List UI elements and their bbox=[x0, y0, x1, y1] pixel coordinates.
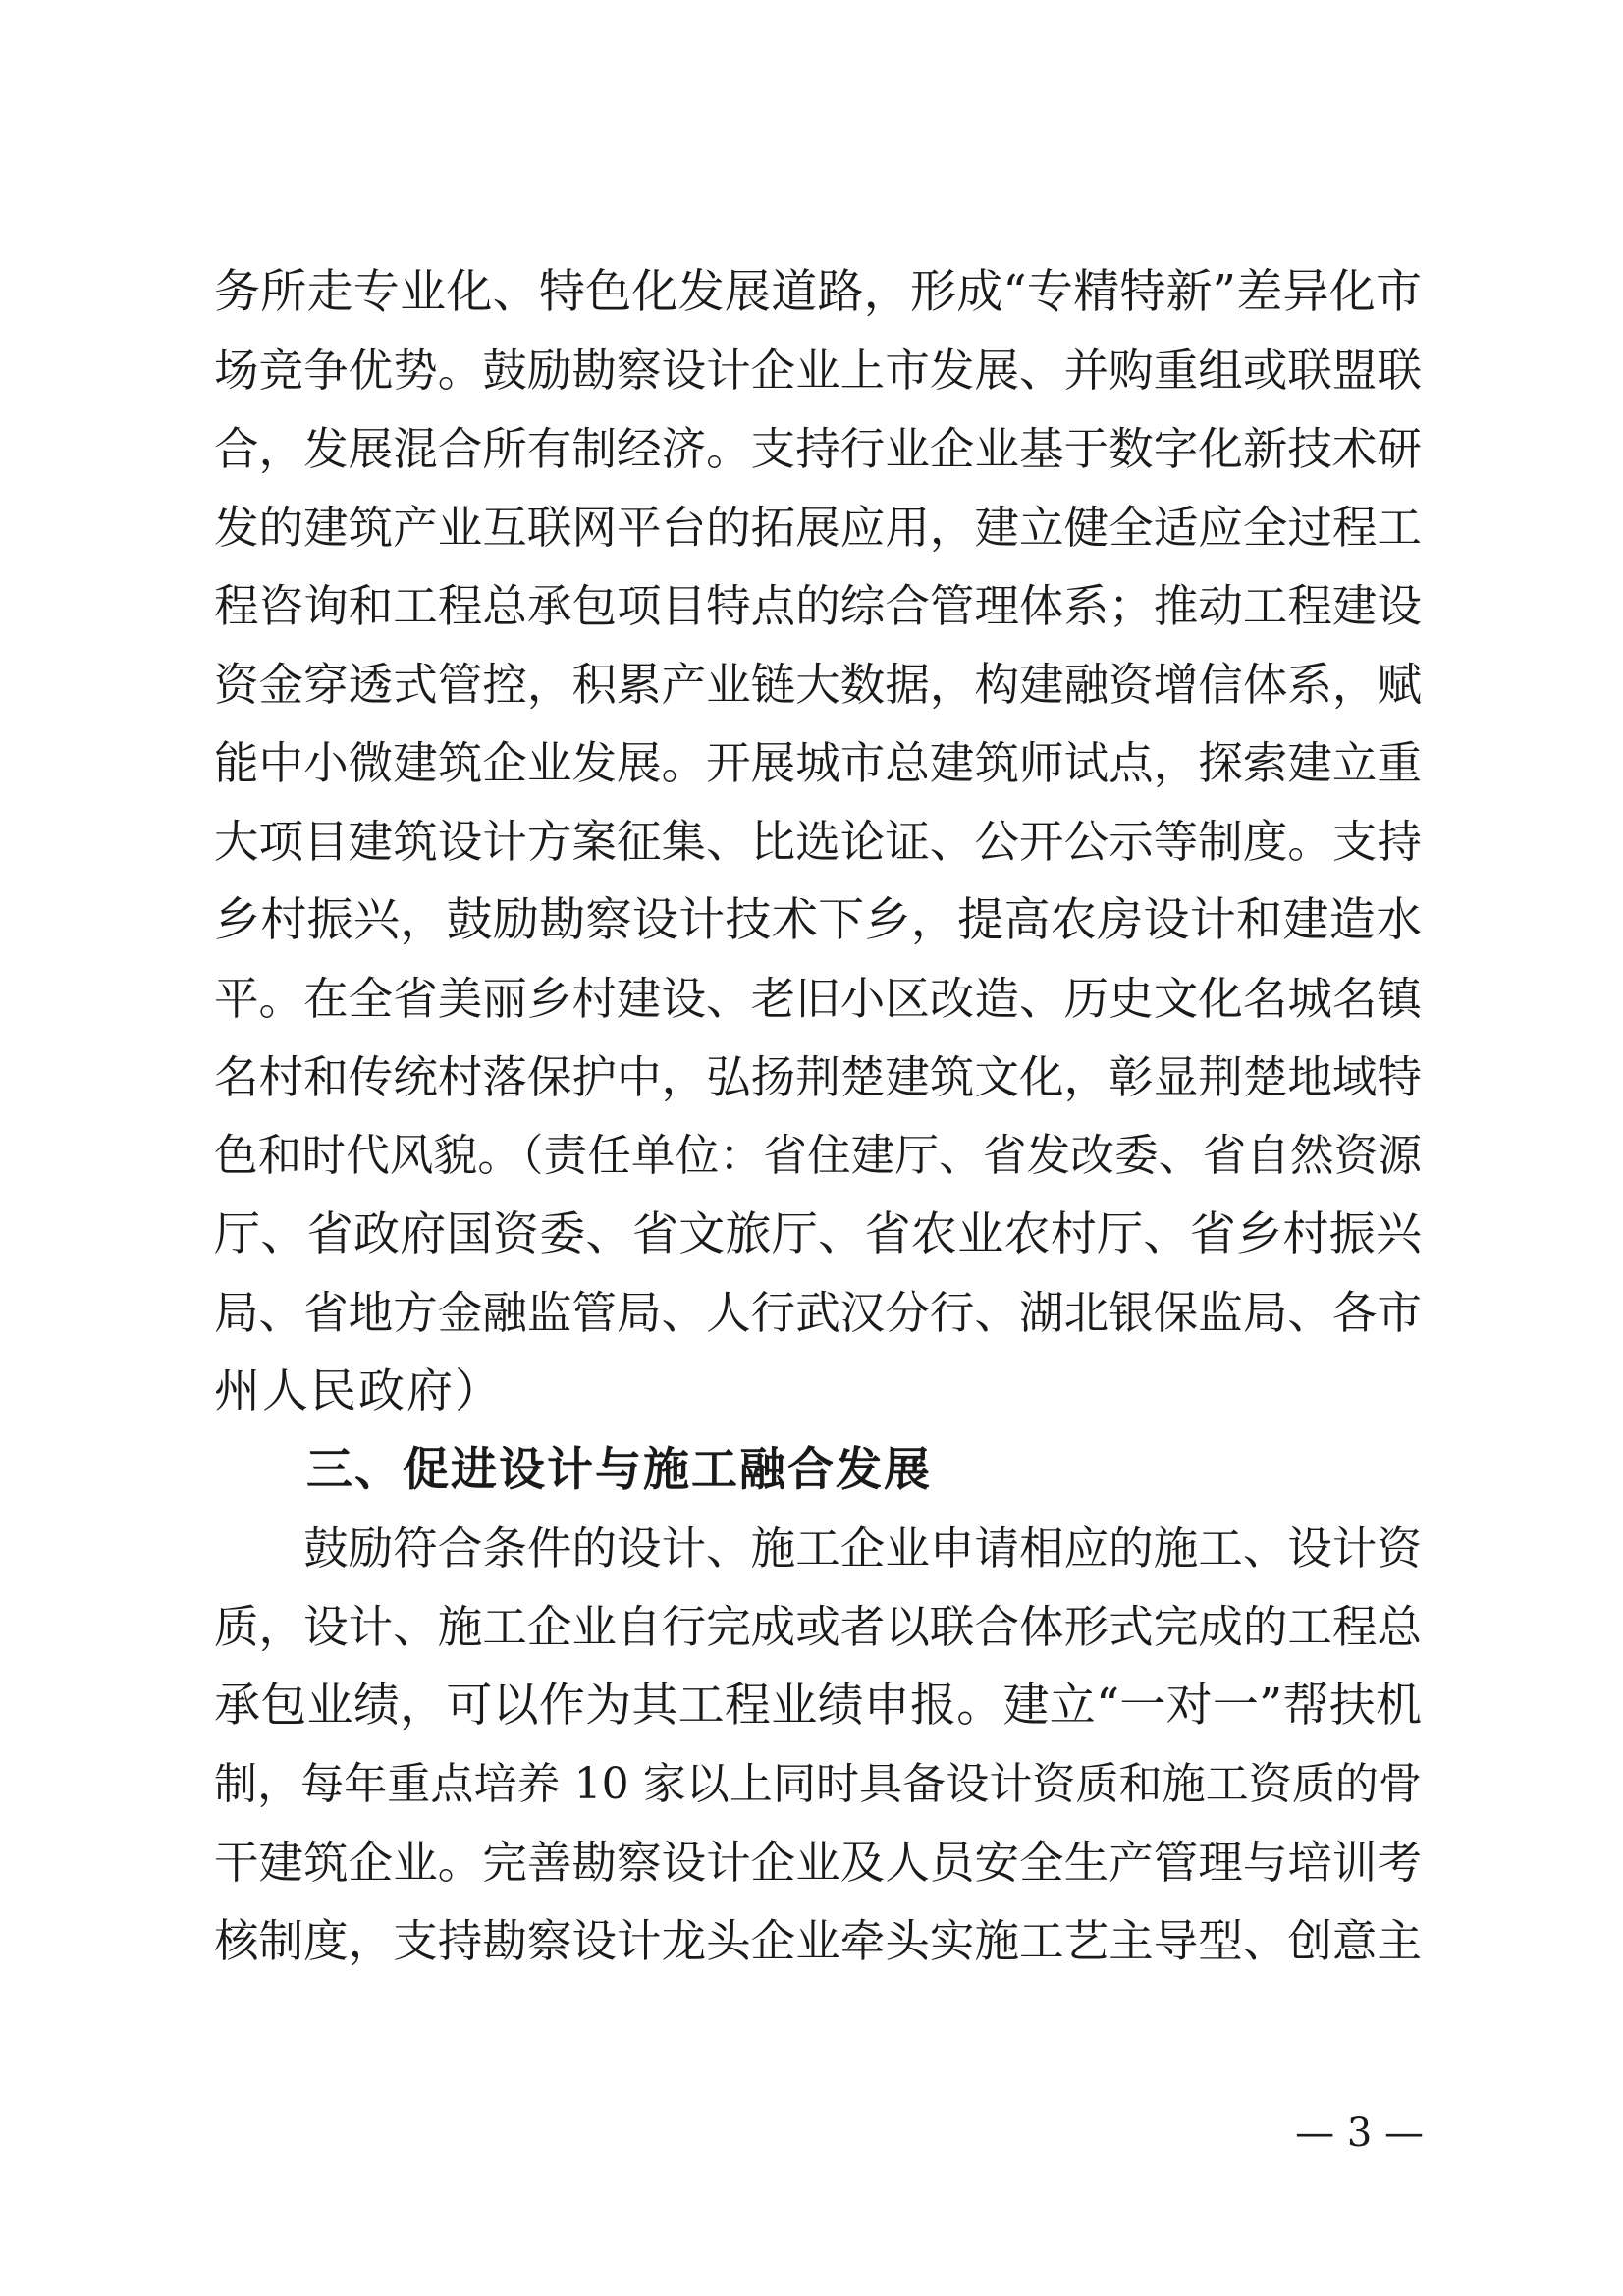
paragraph-line: 名村和传统村落保护中，弘扬荆楚建筑文化，彰显荆楚地域特 bbox=[214, 1051, 1422, 1103]
paragraph-line: 厅、省政府国资委、省文旅厅、省农业农村厅、省乡村振兴 bbox=[214, 1207, 1422, 1261]
section-heading: 三、促进设计与施工融合发展 bbox=[306, 1443, 932, 1497]
paragraph-line: 州人民政府） bbox=[214, 1364, 503, 1418]
paragraph-line: 承包业绩，可以作为其工程业绩申报。建立“一对一”帮扶机 bbox=[214, 1679, 1422, 1733]
paragraph-line: 务所走专业化、特色化发展道路，形成“专精特新”差异化市 bbox=[214, 265, 1422, 319]
paragraph-line: 合，发展混合所有制经济。支持行业企业基于数字化新技术研 bbox=[214, 423, 1422, 475]
paragraph-line: 干建筑企业。完善勘察设计企业及人员安全生产管理与培训考 bbox=[214, 1837, 1422, 1889]
paragraph-line: 大项目建筑设计方案征集、比选论证、公开公示等制度。支持 bbox=[214, 816, 1422, 868]
paragraph-line: 发的建筑产业互联网平台的拓展应用，建立健全适应全过程工 bbox=[214, 502, 1422, 554]
paragraph-line: 平。在全省美丽乡村建设、老旧小区改造、历史文化名城名镇 bbox=[214, 973, 1422, 1025]
paragraph-line: 鼓励符合条件的设计、施工企业申请相应的施工、设计资 bbox=[214, 1522, 1422, 1575]
paragraph-line: 资金穿透式管控，积累产业链大数据，构建融资增信体系，赋 bbox=[214, 659, 1422, 711]
paragraph-line: 能中小微建筑企业发展。开展城市总建筑师试点，探索建立重 bbox=[214, 737, 1422, 789]
paragraph-line: 质，设计、施工企业自行完成或者以联合体形式完成的工程总 bbox=[214, 1601, 1422, 1653]
paragraph-line: 核制度，支持勘察设计龙头企业牵头实施工艺主导型、创意主 bbox=[214, 1915, 1422, 1967]
paragraph-line: 程咨询和工程总承包项目特点的综合管理体系；推动工程建设 bbox=[214, 580, 1422, 632]
paragraph-line: 制，每年重点培养 10 家以上同时具备设计资质和施工资质的骨 bbox=[214, 1759, 1422, 1809]
paragraph-line: 色和时代风貌。（责任单位：省住建厅、省发改委、省自然资源 bbox=[214, 1131, 1422, 1181]
page-number: — 3 — bbox=[1295, 2110, 1424, 2156]
paragraph-line: 场竞争优势。鼓励勘察设计企业上市发展、并购重组或联盟联 bbox=[214, 345, 1422, 397]
paragraph-line: 局、省地方金融监管局、人行武汉分行、湖北银保监局、各市 bbox=[214, 1287, 1422, 1339]
paragraph-line: 乡村振兴，鼓励勘察设计技术下乡，提高农房设计和建造水 bbox=[214, 893, 1422, 947]
